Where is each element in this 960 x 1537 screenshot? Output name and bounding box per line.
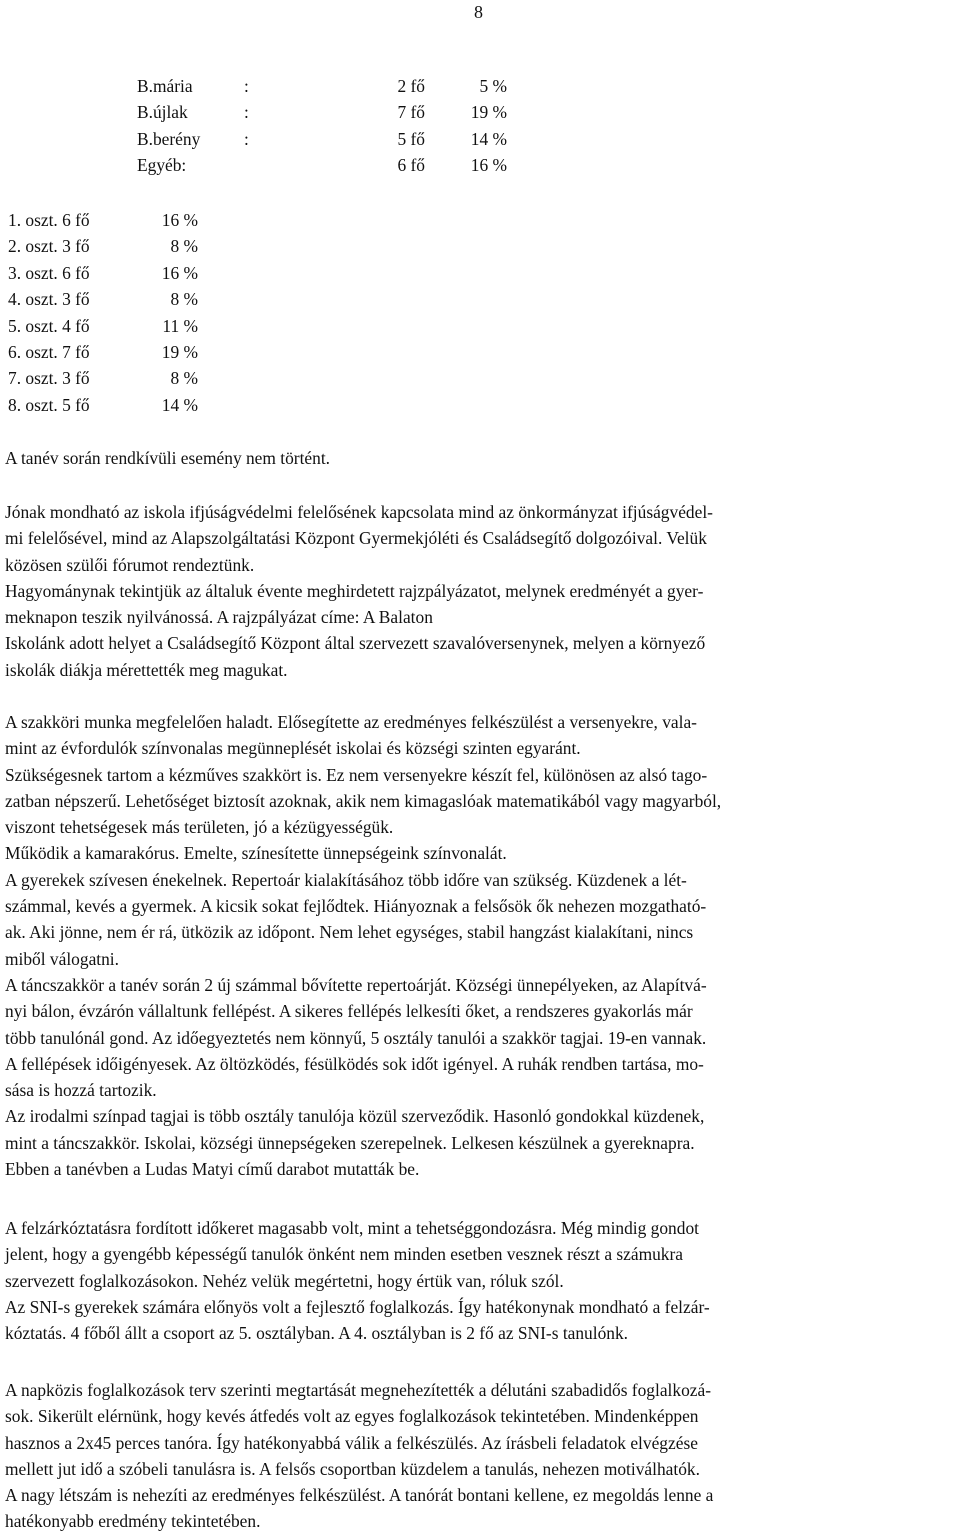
origin-name: B.berény	[137, 128, 201, 149]
text-line: mi felelősével, mind az Alapszolgáltatási Központ Gyermekjóléti és Családsegítő dolgozóival. Velük	[5, 528, 707, 549]
origin-count: 5 fő	[397, 128, 425, 149]
class-percent: 8 %	[170, 368, 198, 389]
origin-name: B.mária	[137, 76, 193, 96]
text-line: miből válogatni.	[5, 948, 119, 969]
text-line: Jónak mondható az iskola ifjúságvédelmi felelősének kapcsolata mind az önkormányzat ifjúságvédel-	[5, 502, 713, 522]
class-label: 8. oszt. 5 fő	[8, 394, 90, 415]
class-row	[8, 233, 198, 259]
origin-percent: 14 %	[470, 128, 507, 149]
origin-percent: 5 %	[479, 76, 507, 96]
class-table	[8, 207, 198, 418]
origin-table	[137, 73, 507, 178]
text-line: mint az évfordulók színvonalas megünneplését iskolai és községi szinten egyaránt.	[5, 738, 581, 759]
youth-protection-section	[5, 499, 958, 683]
class-label: 3. oszt. 6 fő	[8, 262, 90, 283]
text-line: hatékonyabb eredmény tekintetében.	[5, 1511, 261, 1532]
class-row	[8, 286, 198, 312]
catch-up-section	[5, 1215, 958, 1346]
origin-count: 2 fő	[397, 76, 425, 96]
page-number: 8	[474, 2, 483, 22]
text-line: Az irodalmi színpad tagjai is több osztály tanulója közül szerveződik. Hasonló gondokkal küzdenek,	[5, 1106, 705, 1127]
text-line: mint a táncszakkör. Iskolai, községi ünnepségeken szerepelnek. Lelkesen készülnek a gyereknapra.	[5, 1132, 695, 1153]
origin-colon: :	[244, 102, 249, 123]
origin-percent: 19 %	[470, 102, 507, 123]
origin-count: 7 fő	[397, 102, 425, 123]
text-line: hasznos a 2x45 perces tanóra. Így hatékonyabbá válik a felkészülés. Az írásbeli feladatok elvégzése	[5, 1432, 698, 1453]
class-percent: 8 %	[170, 289, 198, 310]
text-line: iskolák diákja mérettették meg magukat.	[5, 659, 288, 680]
text-line: ak. Aki jönne, nem ér rá, ütközik az időpont. Nem lehet egységes, stabil hangzást kialakítani, nincs	[5, 922, 694, 943]
class-row	[8, 207, 198, 233]
text-line: zatban népszerű. Lehetőséget biztosít azoknak, akik nem kimagaslóak matematikából vagy magyarból,	[5, 790, 722, 811]
text-line: A napközis foglalkozások terv szerinti megtartását megnehezítették a délutáni szabadidős foglalkozá-	[5, 1380, 711, 1400]
text-line: közösen szülői fórumot rendeztünk.	[5, 554, 255, 575]
text-line: mellett jut idő a szóbeli tanulásra is. A felsős csoportban küzdelem a tanulás, nehezen motiválhatók.	[5, 1458, 700, 1479]
class-percent: 16 %	[161, 210, 198, 230]
class-percent: 14 %	[161, 394, 198, 415]
class-label: 7. oszt. 3 fő	[8, 368, 90, 389]
text-line: szervezett foglalkozásokon. Nehéz velük megértetni, hogy értük van, róluk szól.	[5, 1270, 564, 1291]
text-line: A nagy létszám is nehezíti az eredményes felkészülést. A tanórát bontani kellene, ez megoldás lenne a	[5, 1485, 714, 1506]
text-line: sok. Sikerült elérnünk, hogy kevés átfedés volt az egyes foglalkozások tekintetében. Mindenképpen	[5, 1406, 699, 1427]
text-line: sása is hozzá tartozik.	[5, 1080, 157, 1101]
origin-row	[137, 73, 507, 99]
text-line: Ebben a tanévben a Ludas Matyi című darabot mutatták be.	[5, 1159, 420, 1180]
class-percent: 11 %	[162, 315, 198, 336]
class-label: 2. oszt. 3 fő	[8, 236, 90, 257]
class-row	[8, 365, 198, 391]
class-label: 6. oszt. 7 fő	[8, 341, 90, 362]
origin-count: 6 fő	[397, 154, 425, 175]
text-line: Működik a kamarakórus. Emelte, színesítette ünnepségeink színvonalát.	[5, 843, 507, 864]
text-line: A szakköri munka megfelelően haladt. Elősegítette az eredményes felkészülést a versenyekre, vala-	[5, 712, 697, 732]
text-line: nyi bálon, évzárón vállaltunk fellépést. A sikeres fellépés lelkesíti őket, a rendszeres gyakorlás már	[5, 1001, 693, 1022]
text-line: Iskolánk adott helyet a Családsegítő Központ által szervezett szavalóversenynek, melyen a környező	[5, 633, 706, 654]
day-care-section	[5, 1377, 958, 1535]
class-row	[8, 392, 198, 418]
class-percent: 8 %	[170, 236, 198, 257]
class-label: 1. oszt. 6 fő	[8, 210, 90, 230]
origin-row	[137, 152, 507, 178]
text-line: jelent, hogy a gyengébb képességű tanulók önként nem minden esetben vesznek részt a számukra	[5, 1244, 684, 1265]
class-row	[8, 260, 198, 286]
origin-percent: 16 %	[470, 154, 507, 175]
intro-line: A tanév során rendkívüli esemény nem történt.	[5, 448, 331, 468]
text-line: Szükségesnek tartom a kézműves szakkört is. Ez nem versenyekre készít fel, különösen az alsó tago-	[5, 764, 708, 785]
text-line: A gyerekek szívesen énekelnek. Repertoár kialakításához több időre van szükség. Küzdenek a lét-	[5, 869, 687, 890]
clubs-section	[5, 709, 958, 1182]
class-percent: 19 %	[161, 341, 198, 362]
text-line: A táncszakkör a tanév során 2 új számmal bővítette repertoárját. Községi ünnepélyeken, az Alapítvá-	[5, 974, 707, 995]
class-percent: 16 %	[161, 262, 198, 283]
text-line: több tanulónál gond. Az időegyeztetés nem könnyű, 5 osztály tanulói a szakkör tagjai. 19-en vannak.	[5, 1027, 707, 1048]
text-line: A felzárkóztatásra fordított időkeret magasabb volt, mint a tehetséggondozásra. Még mindig gondot	[5, 1218, 699, 1238]
text-line: Az SNI-s gyerekek számára előnyös volt a fejlesztő foglalkozás. Így hatékonynak mondható a felzár-	[5, 1296, 710, 1317]
text-line: kóztatás. 4 főből állt a csoport az 5. osztályban. A 4. osztályban is 2 fő az SNI-s tanulónk.	[5, 1323, 629, 1344]
origin-row	[137, 126, 507, 152]
text-line: Hagyománynak tekintjük az általuk évente meghirdetett rajzpályázatot, melynek eredményét a gyer-	[5, 580, 704, 601]
origin-colon: :	[244, 76, 249, 96]
text-line: A fellépések időigényesek. Az öltözködés, fésülködés sok időt igényel. A ruhák rendben tartása, mo-	[5, 1053, 704, 1074]
intro-paragraph	[5, 445, 958, 471]
class-row	[8, 313, 198, 339]
text-line: viszont tehetségesek más területen, jó a kézügyességük.	[5, 817, 394, 838]
origin-colon: :	[244, 128, 249, 149]
origin-name: B.újlak	[137, 102, 188, 123]
text-line: számmal, kevés a gyermek. A kicsik sokat fejlődtek. Hiányoznak a felsősök ők nehezen mozgatható-	[5, 896, 707, 917]
class-label: 4. oszt. 3 fő	[8, 289, 90, 310]
text-line: meknapon teszik nyilvánossá. A rajzpályázat címe: A Balaton	[5, 607, 433, 628]
origin-row	[137, 99, 507, 125]
origin-name: Egyéb:	[137, 154, 187, 175]
class-label: 5. oszt. 4 fő	[8, 315, 90, 336]
class-row	[8, 339, 198, 365]
